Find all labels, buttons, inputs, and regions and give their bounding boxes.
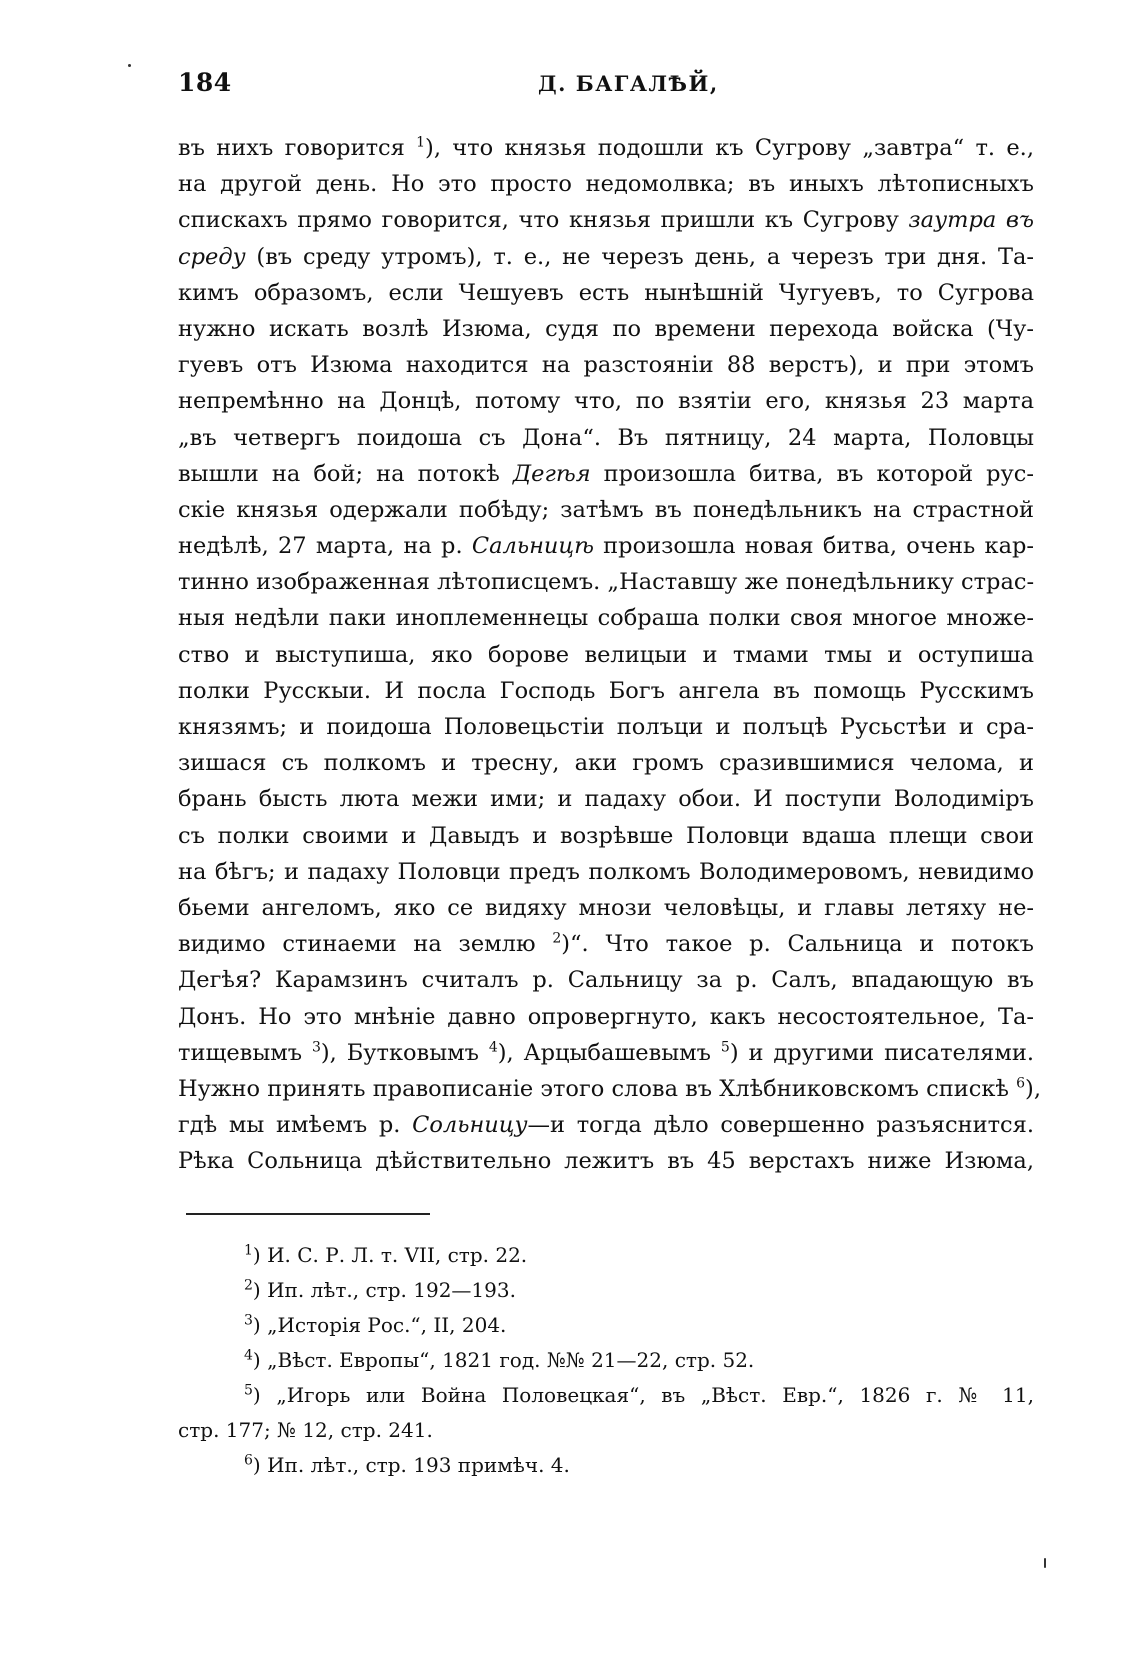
text-line [178, 745, 1034, 781]
footnote-text: ) Ип. лѣт., стр. 193 примѣч. 4. [252, 1453, 570, 1477]
line-text: —и тогда дѣло совершенно разъяснится. [527, 1112, 1035, 1139]
footnote-ref: 4 [488, 1039, 498, 1056]
line-text: на бѣгъ; и падаху Половци предъ полкомъ Володимеровомъ, невидимо [178, 858, 1034, 885]
footnote [178, 1378, 1034, 1413]
line-text: )“. Что такое р. Сальница и потокъ [561, 931, 1034, 958]
footnote-ref: 1 [416, 134, 426, 151]
line-text: (въ среду утромъ), т. е., не черезъ день, а черезъ три дня. Та- [245, 243, 1034, 270]
line-text: произошла битва, въ которой рус- [590, 460, 1034, 487]
paper-speck [1044, 1558, 1046, 1568]
italic-text: среду [178, 243, 246, 270]
line-text: Дегѣя? Карамзинъ считалъ р. Сальницу за р. Салъ, впадающую въ [178, 967, 1034, 994]
text-line [178, 962, 1034, 998]
text-line [178, 854, 1034, 890]
text-line [178, 275, 1034, 311]
footnote-text: ) „Исторія Рос.“, II, 204. [252, 1313, 507, 1337]
text-line [178, 600, 1034, 636]
line-text: князямъ; и поидоша Половецьстіи полъци и полъцѣ Русьстѣи и сра- [178, 714, 1034, 740]
line-text: въ нихъ говорится [178, 135, 417, 161]
footnote [178, 1273, 1034, 1308]
footnote-mark: 2 [244, 1277, 253, 1294]
text-line [178, 781, 1034, 817]
text-line [178, 564, 1034, 600]
footnote-text: ) „Игорь или Война Половецкая“, въ „Вѣст. Евр.“, 1826 г. № 11, [252, 1383, 1034, 1407]
footnote-divider [186, 1213, 430, 1215]
text-line [178, 347, 1034, 383]
line-text: ), Арцыбашевымъ [497, 1039, 721, 1066]
running-head: Д. БАГАЛѢЙ, [538, 71, 719, 96]
line-text: ), что князья подошли къ Сугрову „завтра“ т. е., [425, 135, 1034, 161]
line-text: Рѣка Сольница дѣйствительно лежитъ въ 45 верстахъ ниже Изюма, [178, 1148, 1034, 1175]
footnote-mark: 6 [244, 1452, 253, 1469]
line-text: нужно искать возлѣ Изюма, судя по времени перехода войска (Чу- [178, 315, 1034, 342]
line-text: ныя недѣли паки иноплеменнецы собраша полки своя многое множе- [178, 605, 1034, 632]
line-text: скіе князья одержали побѣду; затѣмъ въ понедѣльникъ на страстной [178, 496, 1034, 523]
text-line [178, 420, 1034, 456]
text-line [178, 311, 1034, 347]
text-line [178, 456, 1034, 492]
text-line [178, 673, 1034, 709]
italic-text: Сальницѣ [471, 533, 594, 560]
text-line [178, 492, 1034, 528]
footnote-mark: 4 [244, 1347, 253, 1364]
line-text: „въ четвергъ поидоша съ Дона“. Въ пятницу, 24 марта, Половцы [178, 424, 1034, 451]
italic-text: Сольницу [412, 1112, 528, 1139]
line-text: Нужно принять правописаніе этого слова въ Хлѣбниковскомъ спискѣ [178, 1075, 1017, 1102]
text-line [178, 637, 1034, 673]
line-text: гдѣ мы имѣемъ р. [178, 1112, 413, 1139]
text-line [178, 709, 1034, 745]
footnote-mark: 1 [244, 1242, 253, 1259]
footnote-ref: 6 [1016, 1075, 1026, 1092]
text-line [178, 1035, 1034, 1071]
line-text: бьеми ангеломъ, яко се видяху мнози человѣцы, и главы летяху не- [178, 894, 1034, 921]
line-text: тинно изображенная лѣтописцемъ. „Наставшу же понедѣльнику страс- [178, 569, 1035, 596]
text-line [178, 239, 1034, 275]
text-line [178, 130, 1034, 166]
text-line [178, 528, 1034, 564]
page-header [178, 68, 1034, 108]
footnote-mark: 3 [244, 1312, 253, 1329]
line-text: полки Русскыи. И посла Господь Богъ ангела въ помощь Русскимъ [178, 677, 1034, 704]
page-number: 184 [178, 68, 232, 97]
footnote [178, 1238, 1034, 1273]
line-text: непремѣнно на Донцѣ, потому что, по взятіи его, князья 23 марта [178, 388, 1034, 415]
footnote-text: ) И. С. Р. Л. т. VII, стр. 22. [252, 1243, 528, 1267]
line-text: на другой день. Но это просто недомолвка; въ иныхъ лѣтописныхъ [178, 171, 1034, 198]
line-text: вышли на бой; на потокѣ [178, 460, 513, 487]
footnote-mark: 5 [244, 1382, 253, 1399]
footnote [178, 1343, 1034, 1378]
text-line [178, 202, 1034, 238]
line-text: недѣлѣ, 27 марта, на р. [178, 533, 472, 560]
text-line [178, 890, 1034, 926]
footnote-text: ) „Вѣст. Европы“, 1821 год. №№ 21—22, стр. 52. [252, 1348, 755, 1372]
line-text: ство и выступиша, яко борове велицыи и тмами тмы и оступиша [178, 641, 1034, 668]
footnote-ref: 5 [720, 1039, 730, 1056]
line-text: видимо стинаеми на землю [178, 931, 553, 958]
text-line [178, 1143, 1034, 1179]
italic-text: Дегѣя [512, 460, 591, 487]
italic-text: заутра въ [908, 207, 1034, 234]
paper-speck [128, 64, 131, 67]
text-line [178, 1107, 1034, 1143]
footnote-text: ) Ип. лѣт., стр. 192—193. [252, 1278, 516, 1302]
line-text: спискахъ прямо говорится, что князья пришли къ Сугрову [178, 207, 909, 234]
footnote [178, 1308, 1034, 1343]
footnote-ref: 3 [311, 1039, 321, 1056]
text-line [178, 926, 1034, 962]
body-text [178, 130, 1041, 1179]
line-text: произошла новая битва, очень кар- [593, 533, 1035, 560]
footnotes [178, 1238, 1034, 1483]
text-line [178, 818, 1034, 854]
line-text: ), Бутковымъ [320, 1039, 489, 1066]
footnote-ref: 2 [552, 930, 562, 947]
text-line [178, 1071, 1041, 1107]
line-text: кимъ образомъ, если Чешуевъ есть нынѣшній Чугуевъ, то Сугрова [178, 279, 1034, 306]
line-text: гуевъ отъ Изюма находится на разстояніи 88 верстъ), и при этомъ [178, 352, 1034, 379]
line-text: Донъ. Но это мнѣніе давно опровергнуто, какъ несостоятельное, Та- [178, 1003, 1034, 1030]
line-text: съ полки своими и Давыдъ и возрѣвше Половци вдаша плещи свои [178, 822, 1034, 849]
text-line [178, 999, 1034, 1035]
footnote-continuation: стр. 177; № 12, стр. 241. [178, 1418, 433, 1442]
line-text: ) и другими писателями. [729, 1039, 1034, 1066]
line-text: тищевымъ [178, 1039, 312, 1066]
text-line [178, 383, 1034, 419]
line-text: ), [1025, 1075, 1041, 1102]
footnote [178, 1448, 1034, 1483]
line-text: брань бысть люта межи ими; и падаху обои. И поступи Володиміръ [178, 786, 1034, 813]
line-text: зишася съ полкомъ и тресну, аки громъ сразившимися челома, и [178, 750, 1034, 777]
text-line [178, 166, 1034, 202]
